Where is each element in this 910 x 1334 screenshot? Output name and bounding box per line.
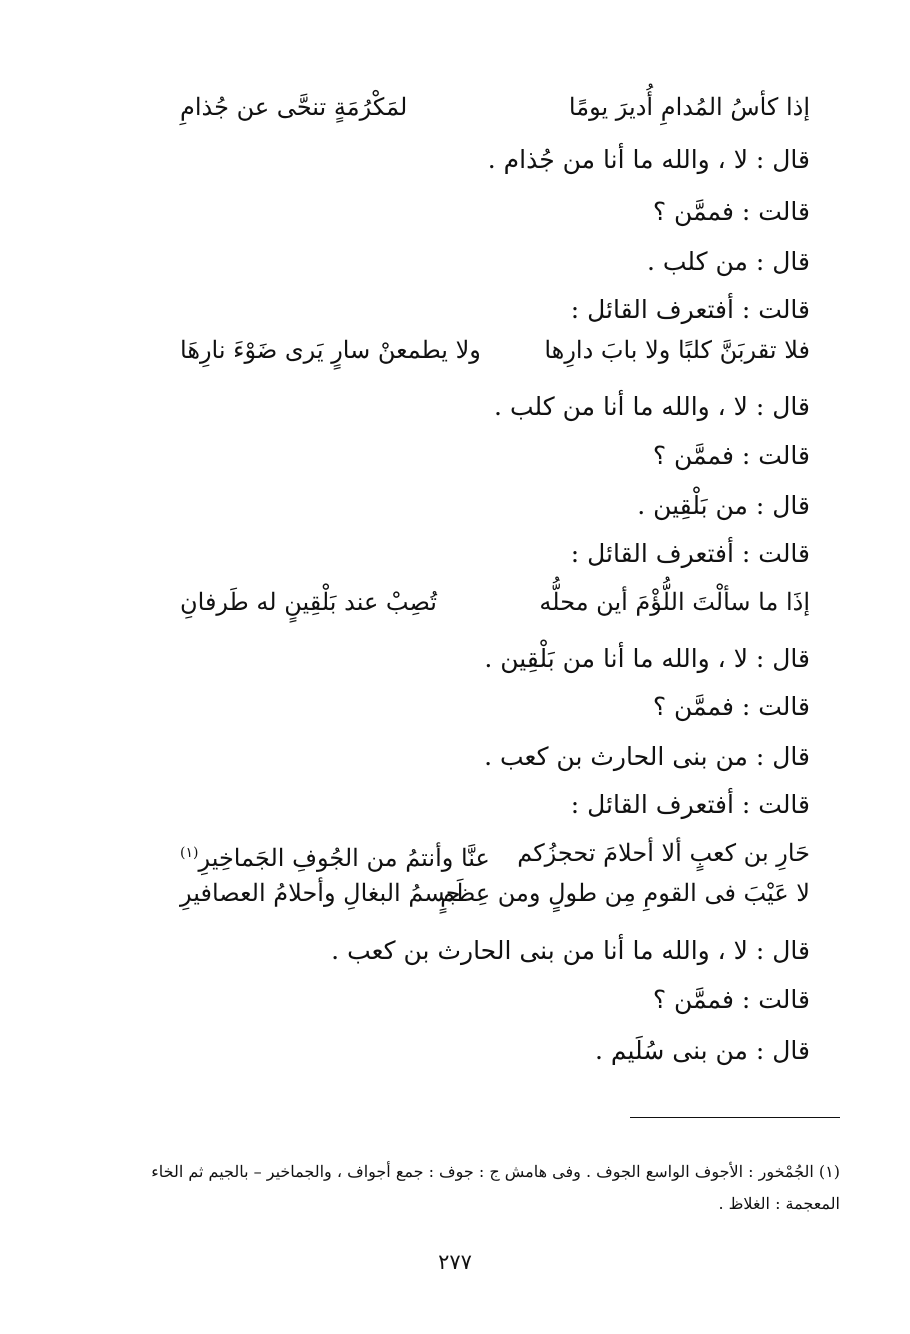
dialogue-line: قال : من بَلْقِين . (637, 491, 810, 520)
verse-3 (180, 585, 810, 619)
verse-1 (180, 88, 810, 128)
dialogue-line: قالت : فممَّن ؟ (652, 985, 810, 1014)
dialogue-line: قال : لا ، والله ما أنا من بَلْقِين . (484, 644, 810, 673)
dialogue-line: قالت : فممَّن ؟ (652, 197, 810, 226)
footnote-line-2: المعجمة : الغلاظ . (718, 1194, 840, 1213)
dialogue-line: قال : لا ، والله ما أنا من كلب . (494, 392, 810, 421)
footnote-line-1: (١) الجُمْخور : الأجوف الواسع الجوف . وفى هامش ج : جوف : جمع أجواف ، والجماخير – بالجيم ثم الخاء (151, 1162, 840, 1181)
verse-2 (180, 333, 810, 367)
dialogue-line: قال : من بنى سُلَيم . (594, 1036, 810, 1065)
dialogue-line: قال : لا ، والله ما أنا من بنى الحارث بن كعب . (331, 936, 810, 965)
footnote-divider (630, 1117, 840, 1118)
dialogue-line: قال : من بنى الحارث بن كعب . (484, 742, 810, 771)
footnote-marker: (١) (180, 845, 199, 861)
verse-4a (180, 836, 810, 870)
dialogue-line: قالت : فممَّن ؟ (652, 441, 810, 470)
verse-4b (180, 876, 810, 910)
verse-1-second-hemistich: لمَكْرُمَةٍ تنحَّى عن جُذامِ (180, 93, 408, 121)
verse-3-first-hemistich: إذَا ما سألْتَ اللُّؤْمَ أين محلُّه (539, 588, 810, 616)
dialogue-line: قال : لا ، والله ما أنا من جُذام . (487, 145, 810, 174)
verse-1-first-hemistich: إذا كأسُ المُدامِ أُديرَ يومًا (568, 93, 810, 121)
verse-4a-second-hemistich (180, 836, 490, 875)
verse-4b-second-hemistich: جسمُ البغالِ وأحلامُ العصافيرِ (180, 879, 461, 907)
verse-4b-first-hemistich: لا عَيْبَ فى القومِ مِن طولٍ ومن عِظَمٍ (440, 879, 810, 907)
verse-4a-first-hemistich: حَارِ بن كعبٍ ألا أحلامَ تحجزُكم (517, 839, 810, 867)
dialogue-line: قالت : أفتعرف القائل : (570, 295, 810, 324)
verse-4a-second-text: عنَّا وأنتمُ من الجُوفِ الجَماخِيرِ (198, 844, 490, 872)
verse-2-first-hemistich: فلا تقربَنَّ كلبًا ولا بابَ دارِها (544, 336, 810, 364)
verse-3-second-hemistich: تُصِبْ عند بَلْقِينٍ له طَرفانِ (180, 588, 437, 616)
page-number: ٢٧٧ (438, 1250, 472, 1274)
dialogue-line: قالت : أفتعرف القائل : (570, 790, 810, 819)
dialogue-line: قالت : فممَّن ؟ (652, 692, 810, 721)
verse-2-second-hemistich: ولا يطمعنْ سارٍ يَرى ضَوْءَ نارِهَا (180, 336, 481, 364)
dialogue-line: قال : من كلب . (646, 247, 810, 276)
dialogue-line: قالت : أفتعرف القائل : (570, 539, 810, 568)
